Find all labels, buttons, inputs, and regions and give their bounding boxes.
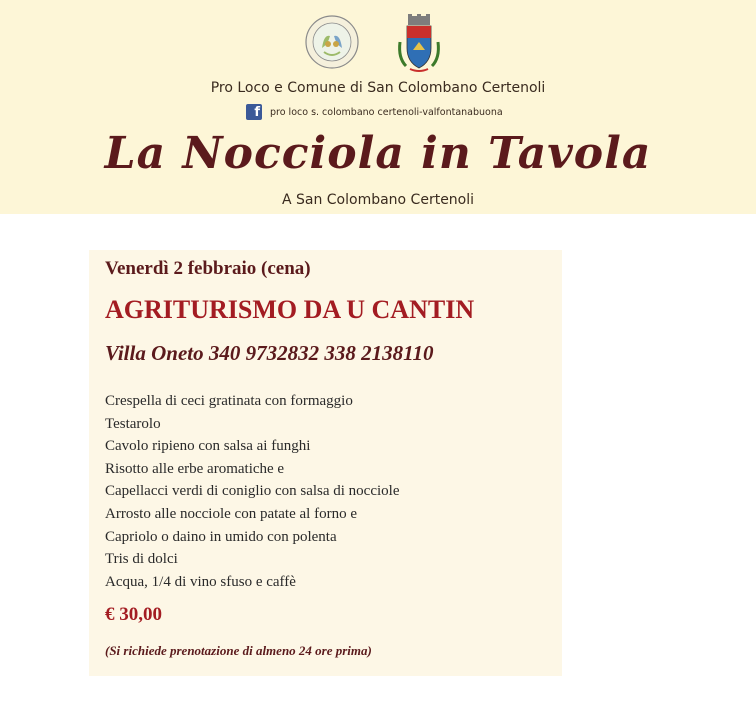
organizer-line: Pro Loco e Comune di San Colombano Certenoli bbox=[210, 80, 546, 96]
reservation-note: (Si richiede prenotazione di almeno 24 ore prima) bbox=[105, 643, 372, 658]
event-subtitle: A San Colombano Certenoli bbox=[281, 192, 475, 208]
event-card bbox=[89, 250, 562, 676]
header-banner bbox=[0, 0, 756, 214]
event-date: Venerdì 2 febbraio (cena) bbox=[105, 258, 311, 279]
venue-contact: Villa Oneto 340 9732832 338 2138110 bbox=[105, 341, 434, 365]
venue-name: AGRITURISMO DA U CANTIN bbox=[105, 295, 475, 324]
menu-item: Acqua, 1/4 di vino sfuso e caffè bbox=[105, 573, 296, 590]
price: € 30,00 bbox=[105, 604, 162, 625]
facebook-icon: f bbox=[246, 104, 262, 120]
facebook-page-name: pro loco s. colombano certenoli-valfontanabuona bbox=[270, 106, 503, 118]
menu-item: Risotto alle erbe aromatiche e bbox=[105, 460, 285, 477]
menu-list bbox=[105, 390, 400, 593]
comune-coat-of-arms-icon bbox=[396, 14, 442, 74]
menu-item: Arrosto alle nocciole con patate al forno e bbox=[105, 505, 357, 522]
menu-item: Crespella di ceci gratinata con formaggio bbox=[105, 393, 353, 409]
menu-item: Testarolo bbox=[105, 415, 161, 432]
event-title: La Nocciola in Tavola bbox=[104, 128, 652, 179]
pro-loco-seal-icon bbox=[304, 14, 360, 70]
facebook-link[interactable] bbox=[246, 103, 503, 121]
menu-item: Capriolo o daino in umido con polenta bbox=[105, 528, 337, 545]
menu-item: Tris di dolci bbox=[105, 551, 178, 568]
menu-item: Capellacci verdi di coniglio con salsa di nocciole bbox=[105, 483, 400, 500]
menu-item: Cavolo ripieno con salsa ai funghi bbox=[105, 438, 311, 455]
